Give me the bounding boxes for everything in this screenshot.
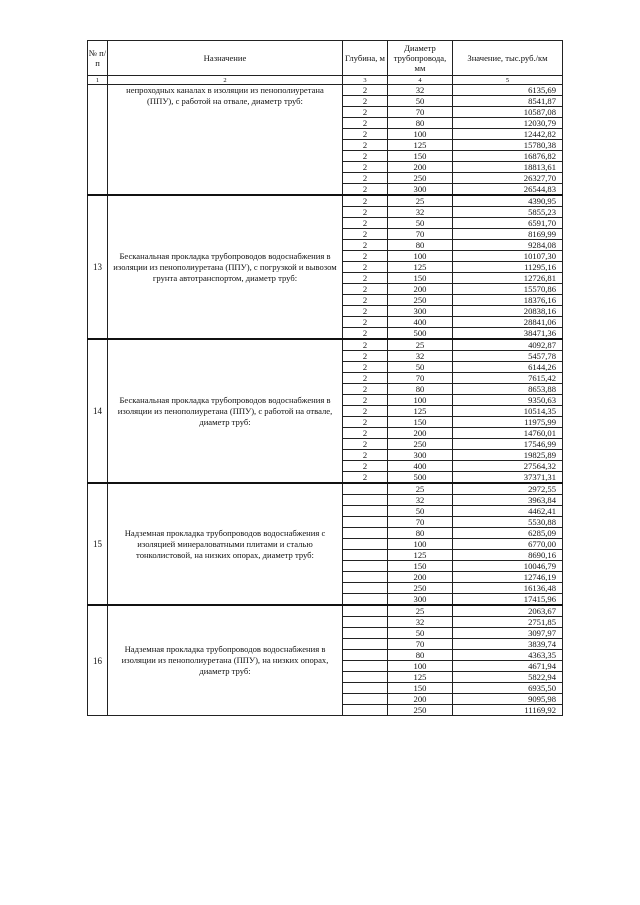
depth-cell xyxy=(343,661,388,672)
value-cell: 18376,16 xyxy=(453,295,563,306)
column-number-row xyxy=(88,76,563,85)
value-cell: 6135,69 xyxy=(453,85,563,96)
diameter-cell: 100 xyxy=(388,251,453,262)
value-cell: 12030,79 xyxy=(453,118,563,129)
value-cell: 16136,48 xyxy=(453,583,563,594)
value-cell: 5530,88 xyxy=(453,517,563,528)
depth-cell xyxy=(343,694,388,705)
value-cell: 6770,00 xyxy=(453,539,563,550)
diameter-cell: 70 xyxy=(388,229,453,240)
diameter-cell: 150 xyxy=(388,417,453,428)
value-cell: 12442,82 xyxy=(453,129,563,140)
value-cell: 9350,63 xyxy=(453,395,563,406)
item-number: 15 xyxy=(88,483,108,605)
value-cell: 2972,55 xyxy=(453,483,563,495)
depth-cell: 2 xyxy=(343,240,388,251)
item-number: 13 xyxy=(88,195,108,339)
table-row xyxy=(88,195,563,207)
table-row xyxy=(88,605,563,617)
depth-cell: 2 xyxy=(343,417,388,428)
diameter-cell: 70 xyxy=(388,107,453,118)
value-cell: 5855,23 xyxy=(453,207,563,218)
diameter-cell: 250 xyxy=(388,583,453,594)
item-description: Надземная прокладка трубопроводов водоснабжения с изоляцией минераловатными плитами и сталью тонколистовой, на низких опорах, диаметр труб: xyxy=(108,483,343,605)
depth-cell: 2 xyxy=(343,362,388,373)
diameter-cell: 32 xyxy=(388,85,453,96)
depth-cell xyxy=(343,550,388,561)
depth-cell: 2 xyxy=(343,96,388,107)
item-number: 16 xyxy=(88,605,108,716)
value-cell: 7615,42 xyxy=(453,373,563,384)
diameter-cell: 32 xyxy=(388,495,453,506)
table-body xyxy=(88,85,563,716)
depth-cell xyxy=(343,594,388,606)
diameter-cell: 125 xyxy=(388,406,453,417)
depth-cell: 2 xyxy=(343,351,388,362)
diameter-cell: 200 xyxy=(388,162,453,173)
value-cell: 16876,82 xyxy=(453,151,563,162)
diameter-cell: 400 xyxy=(388,461,453,472)
depth-cell: 2 xyxy=(343,107,388,118)
depth-cell: 2 xyxy=(343,173,388,184)
diameter-cell: 250 xyxy=(388,173,453,184)
column-number: 2 xyxy=(108,76,343,85)
value-cell: 2751,85 xyxy=(453,617,563,628)
depth-cell: 2 xyxy=(343,384,388,395)
diameter-cell: 125 xyxy=(388,262,453,273)
depth-cell: 2 xyxy=(343,129,388,140)
value-cell: 18813,61 xyxy=(453,162,563,173)
depth-cell xyxy=(343,672,388,683)
depth-cell: 2 xyxy=(343,251,388,262)
depth-cell xyxy=(343,495,388,506)
depth-cell: 2 xyxy=(343,306,388,317)
diameter-cell: 50 xyxy=(388,506,453,517)
depth-cell xyxy=(343,561,388,572)
diameter-cell: 80 xyxy=(388,650,453,661)
diameter-cell: 25 xyxy=(388,483,453,495)
depth-cell xyxy=(343,705,388,716)
header-depth: Глубина, м xyxy=(343,41,388,76)
value-cell: 8653,88 xyxy=(453,384,563,395)
depth-cell xyxy=(343,528,388,539)
diameter-cell: 125 xyxy=(388,672,453,683)
depth-cell: 2 xyxy=(343,273,388,284)
depth-cell: 2 xyxy=(343,151,388,162)
value-cell: 28841,06 xyxy=(453,317,563,328)
depth-cell: 2 xyxy=(343,461,388,472)
value-cell: 10587,08 xyxy=(453,107,563,118)
diameter-cell: 70 xyxy=(388,517,453,528)
value-cell: 6935,50 xyxy=(453,683,563,694)
depth-cell xyxy=(343,572,388,583)
value-cell: 5457,78 xyxy=(453,351,563,362)
diameter-cell: 100 xyxy=(388,661,453,672)
diameter-cell: 50 xyxy=(388,218,453,229)
value-cell: 26544,83 xyxy=(453,184,563,196)
depth-cell: 2 xyxy=(343,373,388,384)
value-cell: 8541,87 xyxy=(453,96,563,107)
depth-cell: 2 xyxy=(343,195,388,207)
depth-cell: 2 xyxy=(343,85,388,96)
depth-cell xyxy=(343,517,388,528)
value-cell: 9095,98 xyxy=(453,694,563,705)
diameter-cell: 32 xyxy=(388,617,453,628)
value-cell: 15570,86 xyxy=(453,284,563,295)
diameter-cell: 250 xyxy=(388,705,453,716)
header-number: № п/п xyxy=(88,41,108,76)
depth-cell xyxy=(343,506,388,517)
value-cell: 20838,16 xyxy=(453,306,563,317)
value-cell: 10107,30 xyxy=(453,251,563,262)
value-cell: 17415,96 xyxy=(453,594,563,606)
depth-cell: 2 xyxy=(343,450,388,461)
value-cell: 15780,38 xyxy=(453,140,563,151)
value-cell: 4363,35 xyxy=(453,650,563,661)
diameter-cell: 70 xyxy=(388,639,453,650)
diameter-cell: 300 xyxy=(388,306,453,317)
value-cell: 6144,26 xyxy=(453,362,563,373)
diameter-cell: 200 xyxy=(388,694,453,705)
item-description: Надземная прокладка трубопроводов водоснабжения в изоляции из пенополиуретана (ППУ), на низких опорах, диаметр труб: xyxy=(108,605,343,716)
diameter-cell: 200 xyxy=(388,284,453,295)
depth-cell: 2 xyxy=(343,118,388,129)
depth-cell xyxy=(343,539,388,550)
table-row xyxy=(88,339,563,351)
diameter-cell: 100 xyxy=(388,539,453,550)
depth-cell: 2 xyxy=(343,284,388,295)
value-cell: 8690,16 xyxy=(453,550,563,561)
value-cell: 4390,95 xyxy=(453,195,563,207)
value-cell: 6285,09 xyxy=(453,528,563,539)
document-page xyxy=(87,40,562,716)
value-cell: 4671,94 xyxy=(453,661,563,672)
value-cell: 9284,08 xyxy=(453,240,563,251)
depth-cell: 2 xyxy=(343,428,388,439)
column-number: 3 xyxy=(343,76,388,85)
diameter-cell: 150 xyxy=(388,273,453,284)
column-number: 5 xyxy=(453,76,563,85)
depth-cell: 2 xyxy=(343,140,388,151)
diameter-cell: 25 xyxy=(388,605,453,617)
diameter-cell: 400 xyxy=(388,317,453,328)
column-number: 4 xyxy=(388,76,453,85)
depth-cell: 2 xyxy=(343,317,388,328)
header-row xyxy=(88,41,563,76)
diameter-cell: 500 xyxy=(388,472,453,484)
depth-cell xyxy=(343,483,388,495)
depth-cell xyxy=(343,583,388,594)
depth-cell: 2 xyxy=(343,328,388,340)
diameter-cell: 500 xyxy=(388,328,453,340)
value-cell: 12726,81 xyxy=(453,273,563,284)
value-cell: 3839,74 xyxy=(453,639,563,650)
value-cell: 14760,01 xyxy=(453,428,563,439)
item-number xyxy=(88,85,108,196)
diameter-cell: 250 xyxy=(388,439,453,450)
price-table xyxy=(87,40,563,716)
diameter-cell: 80 xyxy=(388,528,453,539)
value-cell: 19825,89 xyxy=(453,450,563,461)
value-cell: 12746,19 xyxy=(453,572,563,583)
diameter-cell: 70 xyxy=(388,373,453,384)
value-cell: 2063,67 xyxy=(453,605,563,617)
depth-cell: 2 xyxy=(343,162,388,173)
depth-cell: 2 xyxy=(343,184,388,196)
diameter-cell: 50 xyxy=(388,362,453,373)
diameter-cell: 80 xyxy=(388,118,453,129)
diameter-cell: 125 xyxy=(388,550,453,561)
diameter-cell: 32 xyxy=(388,351,453,362)
diameter-cell: 32 xyxy=(388,207,453,218)
diameter-cell: 25 xyxy=(388,195,453,207)
diameter-cell: 300 xyxy=(388,184,453,196)
value-cell: 4092,87 xyxy=(453,339,563,351)
value-cell: 37371,31 xyxy=(453,472,563,484)
value-cell: 10514,35 xyxy=(453,406,563,417)
depth-cell: 2 xyxy=(343,339,388,351)
diameter-cell: 125 xyxy=(388,140,453,151)
depth-cell xyxy=(343,628,388,639)
value-cell: 38471,36 xyxy=(453,328,563,340)
depth-cell: 2 xyxy=(343,472,388,484)
item-description: непроходных каналах в изоляции из пенополиуретана (ППУ), с работой на отвале, диаметр труб: xyxy=(108,85,343,196)
depth-cell: 2 xyxy=(343,207,388,218)
diameter-cell: 300 xyxy=(388,594,453,606)
value-cell: 3963,84 xyxy=(453,495,563,506)
value-cell: 5822,94 xyxy=(453,672,563,683)
item-description: Бесканальная прокладка трубопроводов водоснабжения в изоляции из пенополиуретана (ППУ), с погрузкой и вывозом грунта автотранспортом, диаметр труб: xyxy=(108,195,343,339)
depth-cell xyxy=(343,683,388,694)
value-cell: 11295,16 xyxy=(453,262,563,273)
column-number: 1 xyxy=(88,76,108,85)
diameter-cell: 150 xyxy=(388,561,453,572)
diameter-cell: 150 xyxy=(388,683,453,694)
diameter-cell: 200 xyxy=(388,572,453,583)
depth-cell: 2 xyxy=(343,395,388,406)
table-row xyxy=(88,483,563,495)
header-diameter: Диаметр трубопровода, мм xyxy=(388,41,453,76)
value-cell: 4462,41 xyxy=(453,506,563,517)
value-cell: 17546,99 xyxy=(453,439,563,450)
depth-cell: 2 xyxy=(343,229,388,240)
depth-cell: 2 xyxy=(343,406,388,417)
depth-cell: 2 xyxy=(343,295,388,306)
value-cell: 8169,99 xyxy=(453,229,563,240)
diameter-cell: 80 xyxy=(388,384,453,395)
diameter-cell: 25 xyxy=(388,339,453,351)
value-cell: 26327,70 xyxy=(453,173,563,184)
value-cell: 11975,99 xyxy=(453,417,563,428)
value-cell: 3097,97 xyxy=(453,628,563,639)
diameter-cell: 150 xyxy=(388,151,453,162)
item-description: Бесканальная прокладка трубопроводов водоснабжения в изоляции из пенополиуретана (ППУ), с работой на отвале, диаметр труб: xyxy=(108,339,343,483)
depth-cell xyxy=(343,605,388,617)
value-cell: 27564,32 xyxy=(453,461,563,472)
diameter-cell: 300 xyxy=(388,450,453,461)
diameter-cell: 50 xyxy=(388,628,453,639)
depth-cell: 2 xyxy=(343,218,388,229)
diameter-cell: 250 xyxy=(388,295,453,306)
depth-cell xyxy=(343,650,388,661)
value-cell: 11169,92 xyxy=(453,705,563,716)
value-cell: 10046,79 xyxy=(453,561,563,572)
diameter-cell: 100 xyxy=(388,129,453,140)
header-value: Значение, тыс.руб./км xyxy=(453,41,563,76)
diameter-cell: 200 xyxy=(388,428,453,439)
diameter-cell: 80 xyxy=(388,240,453,251)
header-name: Назначение xyxy=(108,41,343,76)
diameter-cell: 50 xyxy=(388,96,453,107)
depth-cell: 2 xyxy=(343,262,388,273)
depth-cell: 2 xyxy=(343,439,388,450)
table-row xyxy=(88,85,563,96)
item-number: 14 xyxy=(88,339,108,483)
diameter-cell: 100 xyxy=(388,395,453,406)
depth-cell xyxy=(343,617,388,628)
value-cell: 6591,70 xyxy=(453,218,563,229)
depth-cell xyxy=(343,639,388,650)
